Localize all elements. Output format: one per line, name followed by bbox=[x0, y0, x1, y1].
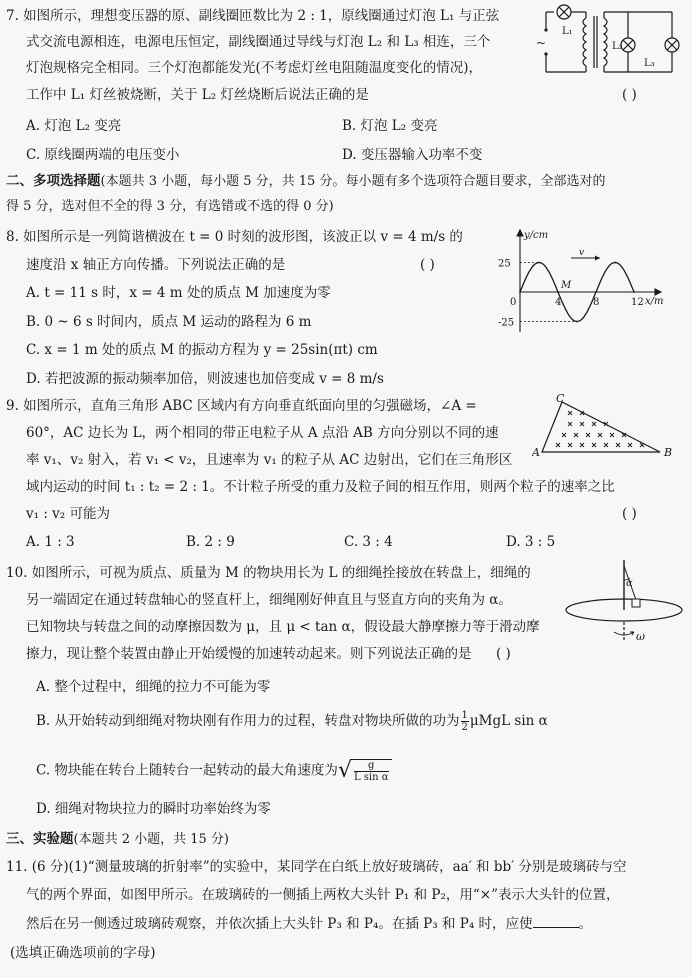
section-3-note: (本题共 2 小题，共 15 分) bbox=[73, 832, 229, 847]
q8-option-b: B. 0 ~ 6 s 时间内，质点 M 运动的路程为 6 m bbox=[26, 314, 312, 330]
section-3-heading bbox=[6, 830, 229, 849]
q9-line-1: 9. 如图所示，直角三角形 ABC 区域内有方向垂直纸面向里的匀强磁场，∠A = bbox=[6, 398, 477, 414]
velocity-label: v bbox=[579, 248, 585, 258]
radicand-denominator: L sin α bbox=[353, 772, 389, 783]
q10-answer-bracket: ( ) bbox=[496, 646, 511, 662]
section-2-note-2: 得 5 分，选对但不全的得 3 分，有选错或不选的得 0 分) bbox=[6, 199, 334, 214]
q11-line-3 bbox=[26, 915, 592, 933]
q9-line-5: v₁ : v₂ 可能为 bbox=[26, 506, 110, 522]
q11-line-3-text: 然后在另一侧透过玻璃砖观察，并依次插上大头针 P₃ 和 P₄。在插 P₃ 和 P₄ 时，应使 bbox=[26, 916, 533, 932]
fraction-numerator: 1 bbox=[461, 710, 468, 721]
q8-answer-bracket: ( ) bbox=[420, 257, 435, 273]
x-axis-arrow bbox=[655, 289, 661, 295]
q11-line-1: 11. (6 分)(1)“测量玻璃的折射率”的实验中，某同学在白纸上放好玻璃砖，aa′ 和 bb′ 分别是玻璃砖与空 bbox=[6, 859, 627, 875]
x-tick-label: 8 bbox=[593, 297, 600, 308]
triangle-magnetic-field-figure bbox=[532, 394, 682, 466]
q9-answer-bracket: ( ) bbox=[622, 506, 637, 522]
q7-line-2: 式交流电源相连，电源电压恒定，副线圈通过导线与灯泡 L₂ 和 L₃ 相连，三个 bbox=[26, 34, 491, 50]
wave-point bbox=[595, 291, 597, 293]
q9-line-3: 率 v₁、v₂ 射入，若 v₁ < v₂，且速率为 v₁ 的粒子从 AC 边射出，它们在三角形区 bbox=[26, 452, 513, 468]
vertex-a-label: A bbox=[532, 446, 540, 459]
velocity-arrow-head bbox=[595, 256, 600, 261]
q9-option-d: D. 3 : 5 bbox=[506, 534, 556, 550]
q10-option-c-text: C. 物块能在转台上随转台一起转动的最大角速度为 bbox=[36, 762, 338, 779]
vertex-c-label: C bbox=[556, 394, 565, 405]
radicand-numerator: g bbox=[354, 760, 389, 772]
vertex-b-label: B bbox=[664, 446, 673, 459]
q9-option-c: C. 3 : 4 bbox=[344, 534, 393, 550]
q9-option-a: A. 1 : 3 bbox=[26, 534, 75, 550]
x-tick-label: 12 bbox=[631, 297, 644, 308]
field-crosses bbox=[556, 411, 644, 447]
q8-option-a: A. t = 11 s 时，x = 4 m 处的质点 M 加速度为零 bbox=[26, 285, 331, 301]
turntable-figure bbox=[560, 556, 688, 648]
q11-line-4: (选填正确选项前的字母) bbox=[10, 945, 156, 961]
q10-option-b-expr: μMgL sin α bbox=[469, 713, 548, 729]
q10-option-a: A. 整个过程中，细绳的拉力不可能为零 bbox=[36, 679, 271, 695]
lamp-l1-label: L₁ bbox=[562, 26, 573, 37]
wave-point bbox=[557, 291, 559, 293]
section-2-note: (本题共 3 小题，每小题 5 分，共 15 分。每小题有多个选项符合题目要求，全部选对的 bbox=[100, 174, 606, 189]
q9-line-4: 域内运动的时间 t₁ : t₂ = 2 : 1。不计粒子所受的重力及粒子间的相互作用，则两个粒子的速率之比 bbox=[26, 479, 615, 495]
section-2-heading bbox=[6, 172, 605, 191]
ac-source-label: ~ bbox=[536, 36, 547, 50]
q9-option-b: B. 2 : 9 bbox=[186, 534, 235, 550]
q7-option-c: C. 原线圈两端的电压变小 bbox=[26, 147, 180, 163]
section-3-title: 三、实验题 bbox=[6, 831, 74, 847]
q10-option-d: D. 细绳对物块拉力的瞬时功率始终为零 bbox=[36, 801, 271, 817]
q10-option-b-text: B. 从开始转动到细绳对物块刚有作用力的过程，转盘对物块所做的功为 bbox=[36, 713, 460, 729]
q11-line-2: 气的两个界面，如图甲所示。在玻璃砖的一侧插上两枚大头针 P₁ 和 P₂，用“×”表示大头针的位置， bbox=[26, 887, 620, 903]
y-axis-arrow bbox=[517, 230, 523, 236]
wave-point bbox=[614, 262, 616, 264]
wave-point bbox=[538, 262, 540, 264]
q9-line-2: 60°，AC 边长为 L，两个相同的带正电粒子从 A 点沿 AB 方向分别以不同的速 bbox=[26, 425, 499, 441]
y-axis-label: y/cm bbox=[524, 230, 549, 241]
q10-line-4: 擦力，现让整个装置由静止开始缓慢的加速转动起来。则下列说法正确的是 bbox=[26, 646, 472, 662]
fraction-g-over-lsin bbox=[354, 760, 389, 783]
sqrt-icon: √ bbox=[337, 758, 352, 783]
q10-option-b bbox=[36, 710, 548, 733]
wave-point bbox=[519, 291, 521, 293]
q7-line-4: 工作中 L₁ 灯丝被烧断，关于 L₂ 灯丝烧断后说法正确的是 bbox=[26, 87, 369, 103]
section-2-title: 二、多项选择题 bbox=[6, 173, 101, 189]
q7-option-d: D. 变压器输入功率不变 bbox=[342, 147, 483, 163]
q8-line-1: 8. 如图所示是一列简谐横波在 t = 0 时刻的波形图，该波正以 v = 4 m/s 的 bbox=[6, 229, 463, 245]
angle-alpha-label: α bbox=[626, 578, 633, 589]
q7-line-3: 灯泡规格完全相同。三个灯泡都能发光(不考虑灯丝电阻随温度变化的情况)， bbox=[26, 60, 483, 76]
q10-option-c bbox=[36, 759, 392, 783]
point-m-label: M bbox=[561, 280, 572, 291]
omega-label: ω bbox=[636, 630, 645, 643]
y-tick-label: -25 bbox=[498, 317, 515, 329]
y-tick-label: 25 bbox=[498, 258, 511, 270]
q7-line-1: 7. 如图所示，理想变压器的原、副线圈匝数比为 2 : 1，原线圈通过灯泡 L₁ 与正弦 bbox=[6, 8, 500, 24]
transformer-circuit-figure bbox=[534, 2, 686, 80]
fraction-one-half bbox=[461, 710, 469, 733]
sqrt-radicand bbox=[351, 759, 392, 783]
x-tick-label: 0 bbox=[510, 297, 517, 308]
q10-line-2: 另一端固定在通过转盘轴心的竖直杆上，细绳刚好伸直且与竖直方向的夹角为 α。 bbox=[26, 592, 512, 608]
x-axis-label: x/m bbox=[645, 296, 664, 307]
block-icon bbox=[632, 599, 640, 607]
q11-line-3-end: 。 bbox=[578, 916, 593, 932]
lamp-l3-label: L₃ bbox=[644, 58, 655, 69]
q8-option-d: D. 若把波源的振动频率加倍，则波速也加倍变成 v = 8 m/s bbox=[26, 371, 384, 387]
q7-option-a: A. 灯泡 L₂ 变亮 bbox=[26, 118, 122, 134]
fraction-denominator: 2 bbox=[461, 722, 468, 733]
wave-point bbox=[576, 321, 578, 323]
q7-answer-bracket: ( ) bbox=[622, 87, 637, 103]
q8-option-c: C. x = 1 m 处的质点 M 的振动方程为 y = 25sin(πt) cm bbox=[26, 342, 378, 358]
wave-point bbox=[633, 291, 635, 293]
answer-blank[interactable] bbox=[533, 915, 579, 928]
x-tick-label: 4 bbox=[555, 297, 562, 308]
q10-line-1: 10. 如图所示，可视为质点、质量为 M 的物块用长为 L 的细绳拴接放在转盘上，细绳的 bbox=[6, 565, 531, 581]
q7-option-b: B. 灯泡 L₂ 变亮 bbox=[342, 118, 438, 134]
wave-graph-chart bbox=[490, 226, 686, 336]
q8-line-2: 速度沿 x 轴正方向传播。下列说法正确的是 bbox=[26, 257, 286, 273]
q10-line-3: 已知物块与转盘之间的动摩擦因数为 μ，且 μ < tan α，假设最大静摩擦力等于滑动摩 bbox=[26, 619, 540, 635]
lamp-l2-label: L₂ bbox=[612, 41, 623, 52]
